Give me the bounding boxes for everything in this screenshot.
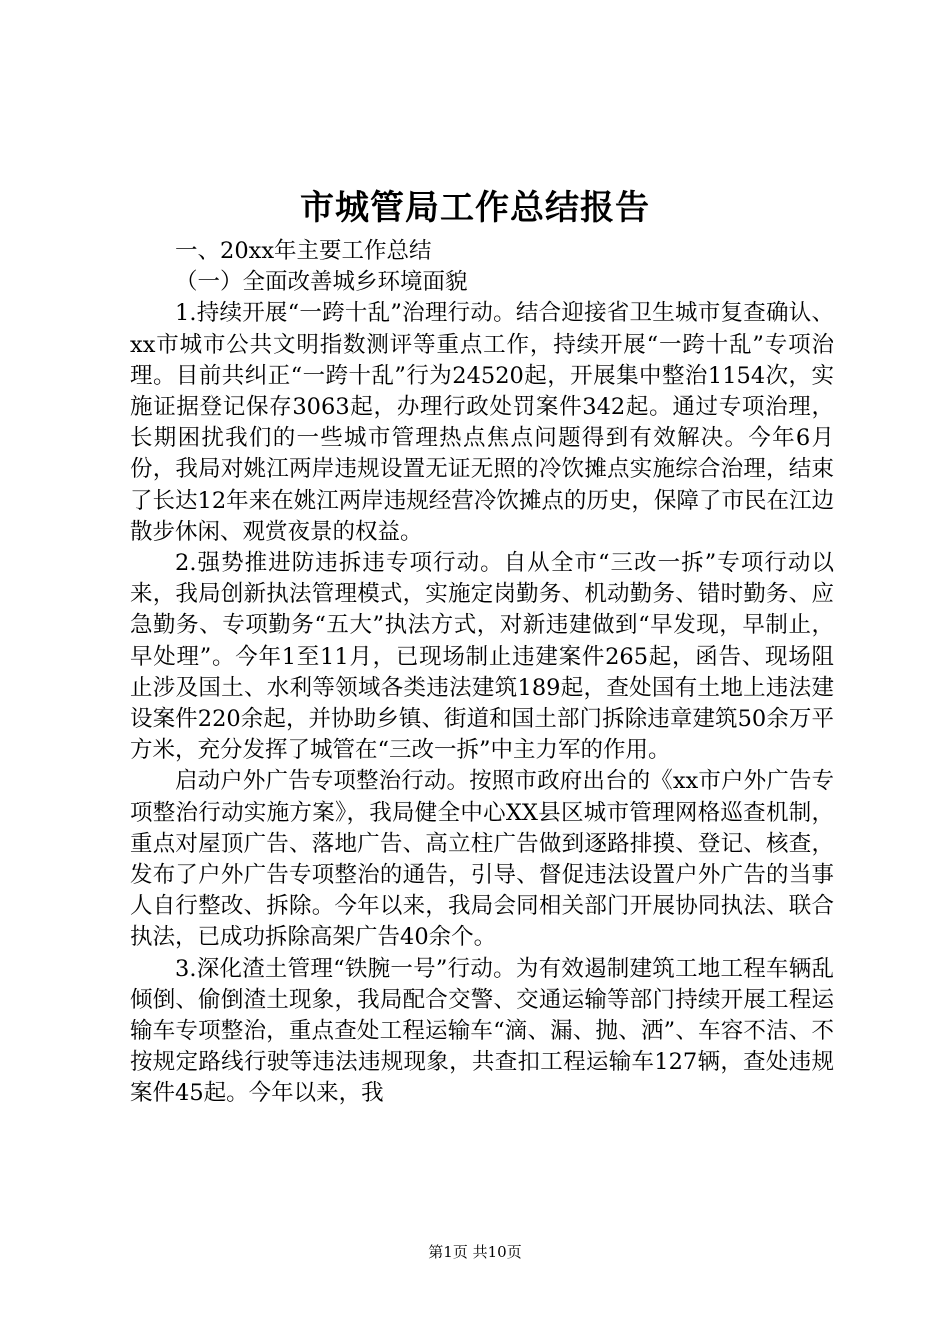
section-heading: 一、20xx年主要工作总结: [175, 238, 432, 264]
body-paragraph: 2.强势推进防违拆违专项行动。自从全市“三改一拆”专项行动以来，我局创新执法管理模式，实施定岗勤务、机动勤务、错时勤务、应急勤务、专项勤务“五大”执法方式，对新违建做到“早发现，早制止，早处理”。今年1至11月，已现场制止违建案件265起，函告、现场阻止涉及国土、水利等领域各类违法建筑189起，查处国有土地上违法建设案件220余起，并协助乡镇、街道和国土部门拆除违章建筑50余万平方米，充分发挥了城管在“三改一拆”中主力军的作用。: [130, 550, 834, 764]
page-title: 市城管局工作总结报告: [300, 188, 650, 228]
body-paragraph: 3.深化渣土管理“铁腕一号”行动。为有效遏制建筑工地工程车辆乱倾倒、偷倒渣土现象，我局配合交警、交通运输等部门持续开展工程运输车专项整治，重点查处工程运输车“滴、漏、抛、洒”、车容不洁、不按规定路线行驶等违法违规现象，共查扣工程运输车127辆，查处违规案件45起。今年以来，我: [130, 955, 834, 1107]
subsection-heading: （一）全面改善城乡环境面貌: [175, 269, 468, 296]
body-paragraph: 1.持续开展“一跨十乱”治理行动。结合迎接省卫生城市复查确认、xx市城市公共文明指数测评等重点工作，持续开展“一跨十乱”专项治理。目前共纠正“一跨十乱”行为24520起，开展集中整治1154次，实施证据登记保存3063起，办理行政处罚案件342起。通过专项治理，长期困扰我们的一些城市管理热点焦点问题得到有效解决。今年6月份，我局对姚江两岸违规设置无证无照的冷饮摊点实施综合治理，结束了长达12年来在姚江两岸违规经营冷饮摊点的历史，保障了市民在江边散步休闲、观赏夜景的权益。: [130, 300, 834, 545]
document-body: [130, 236, 834, 1110]
body-paragraph: 启动户外广告专项整治行动。按照市政府出台的《xx市户外广告专项整治行动实施方案》，我局健全中心XX县区城市管理网格巡查机制，重点对屋顶广告、落地广告、高立柱广告做到逐路排摸、登记、核查，发布了户外广告专项整治的通告，引导、督促违法设置户外广告的当事人自行整改、拆除。今年以来，我局会同相关部门开展协同执法、联合执法，已成功拆除高架广告40余个。: [130, 768, 834, 951]
page-footer: 第1页 共10页: [428, 1243, 522, 1261]
